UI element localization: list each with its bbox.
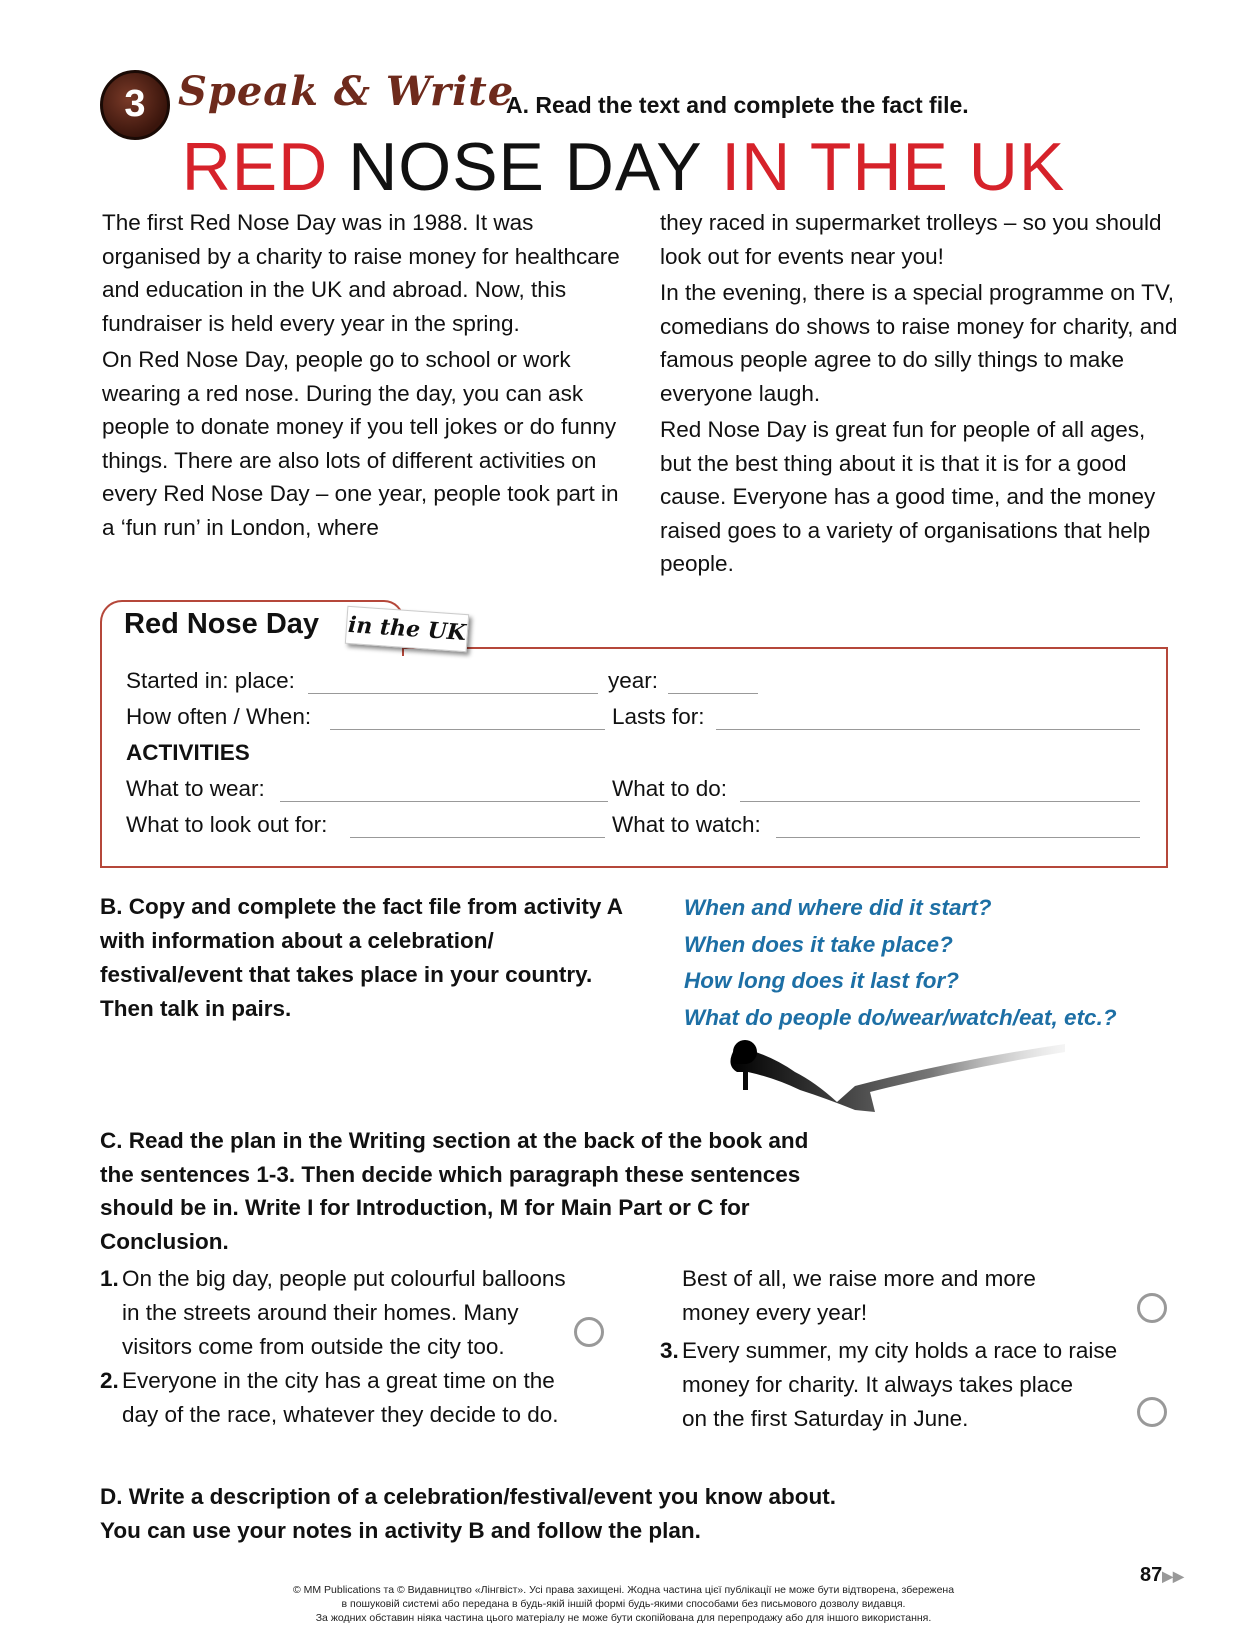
section-c-instruction: C. Read the plan in the Writing section at the back of the book and the sentences 1-3. Then decide which paragraph these sentences should be in. Write I for Introduction, M for Main Part or C for Conclusion. xyxy=(100,1128,809,1254)
answer-circle-1[interactable] xyxy=(574,1317,604,1347)
answer-circle-3[interactable] xyxy=(1137,1397,1167,1427)
section-b-questions xyxy=(684,890,1117,1036)
section-b-instruction: B. Copy and complete the fact file from activity A with information about a celebration/ festival/event that takes place in your country. Then talk in pairs. xyxy=(100,894,623,1021)
article-paragraph: The first Red Nose Day was in 1988. It was organised by a charity to raise money for healthcare and education in the UK and abroad. Now, this fundraiser is held every year in the spring. xyxy=(102,210,620,336)
article-paragraph: Red Nose Day is great fun for people of all ages, but the best thing about it is that it is for a good cause. Everyone has a good time, and the money raised goes to a variety of organisations that help people. xyxy=(660,417,1156,576)
article-column-1 xyxy=(102,206,622,547)
unit-number-badge: 3 xyxy=(100,70,170,140)
label-how-often: How often / When: xyxy=(126,704,312,729)
label-what-watch: What to watch: xyxy=(612,812,761,837)
page-title xyxy=(0,128,1247,206)
fact-file-title: Red Nose Day xyxy=(124,608,320,640)
sentence-item-1 xyxy=(100,1262,620,1364)
item-line: On the big day, people put colourful balloons xyxy=(122,1266,566,1291)
label-activities: ACTIVITIES xyxy=(126,740,250,765)
sentence-item-3 xyxy=(660,1334,1160,1436)
item-number: 3. xyxy=(660,1338,679,1363)
item-line: Every summer, my city holds a race to raise xyxy=(682,1338,1118,1363)
instruction-a: A. Read the text and complete the fact file. xyxy=(506,92,969,118)
blank-what-look[interactable] xyxy=(350,837,605,838)
article-column-2 xyxy=(660,206,1180,584)
item-line: visitors come from outside the city too. xyxy=(122,1334,505,1359)
question-item: When and where did it start? xyxy=(684,895,992,920)
item-line: money for charity. It always takes place xyxy=(682,1372,1073,1397)
copyright-notice xyxy=(0,1583,1247,1625)
question-item: When does it take place? xyxy=(684,931,953,957)
item-number: 1. xyxy=(100,1266,119,1291)
copyright-line: © MM Publications та © Видавництво «Лінгвіст». Усі права захищені. Жодна частина цієї публікації не може бути відтворена, збережена xyxy=(292,1584,955,1596)
label-started-place: Started in: place: xyxy=(126,668,295,693)
section-d-instruction: D. Write a description of a celebration/festival/event you know about. You can use your notes in activity B and follow the plan. xyxy=(100,1484,836,1543)
label-what-wear: What to wear: xyxy=(126,776,265,801)
label-what-do: What to do: xyxy=(612,776,728,801)
next-arrows-icon: ▶▶ xyxy=(1162,1568,1184,1584)
page-number-value: 87 xyxy=(1140,1564,1163,1586)
item-line: in the streets around their homes. Many xyxy=(122,1300,519,1325)
question-item: What do people do/wear/watch/eat, etc.? xyxy=(684,1004,1117,1030)
item-line: Everyone in the city has a great time on the xyxy=(122,1368,555,1393)
question-item: How long does it last for? xyxy=(684,968,959,993)
title-part-red: RED xyxy=(181,129,329,205)
blank-year[interactable] xyxy=(668,693,758,694)
item-line: on the first Saturday in June. xyxy=(682,1406,969,1431)
fact-file-tag: in the UK xyxy=(345,606,469,652)
sentence-item-2 xyxy=(100,1364,640,1432)
answer-circle-2[interactable] xyxy=(1137,1293,1167,1323)
label-year: year: xyxy=(608,668,659,693)
article-paragraph: they raced in supermarket trolleys – so you should look out for events near you! xyxy=(660,210,1162,269)
item-line: Best of all, we raise more and more xyxy=(682,1266,1036,1291)
article-paragraph: In the evening, there is a special programme on TV, comedians do shows to raise money for charity, and famous people agree to do silly things to make everyone laugh. xyxy=(660,280,1178,406)
label-lasts-for: Lasts for: xyxy=(612,704,705,729)
copyright-line: в пошуковій системі або передана в будь-якій іншій формі будь-якими способами без письмового дозволу видавця. xyxy=(341,1598,906,1610)
blank-how-often[interactable] xyxy=(330,729,605,730)
speech-tail-decoration xyxy=(715,1030,1075,1115)
blank-lasts-for[interactable] xyxy=(716,729,1140,730)
item-line: money every year! xyxy=(682,1300,868,1325)
sentence-item-2-continued xyxy=(682,1262,1122,1330)
item-number: 2. xyxy=(100,1368,119,1393)
copyright-line: За жодних обставин ніяка частина цього матеріалу не може бути скопійована для перепродажу або для іншого використання. xyxy=(315,1612,932,1624)
title-part-black: NOSE DAY xyxy=(348,129,702,205)
label-what-look: What to look out for: xyxy=(126,812,328,837)
section-title: Speak & Write xyxy=(178,68,515,115)
article-paragraph: On Red Nose Day, people go to school or work wearing a red nose. During the day, you can ask people to donate money if you tell jokes or do funny things. There are also lots of different activities on every Red Nose Day – one year, people took part in a ‘fun run’ in London, where xyxy=(102,347,619,540)
blank-what-wear[interactable] xyxy=(280,801,608,802)
blank-what-do[interactable] xyxy=(740,801,1140,802)
title-part-red-2: IN THE UK xyxy=(721,129,1066,205)
item-line: day of the race, whatever they decide to do. xyxy=(122,1402,559,1427)
blank-started-place[interactable] xyxy=(308,693,598,694)
blank-what-watch[interactable] xyxy=(776,837,1140,838)
